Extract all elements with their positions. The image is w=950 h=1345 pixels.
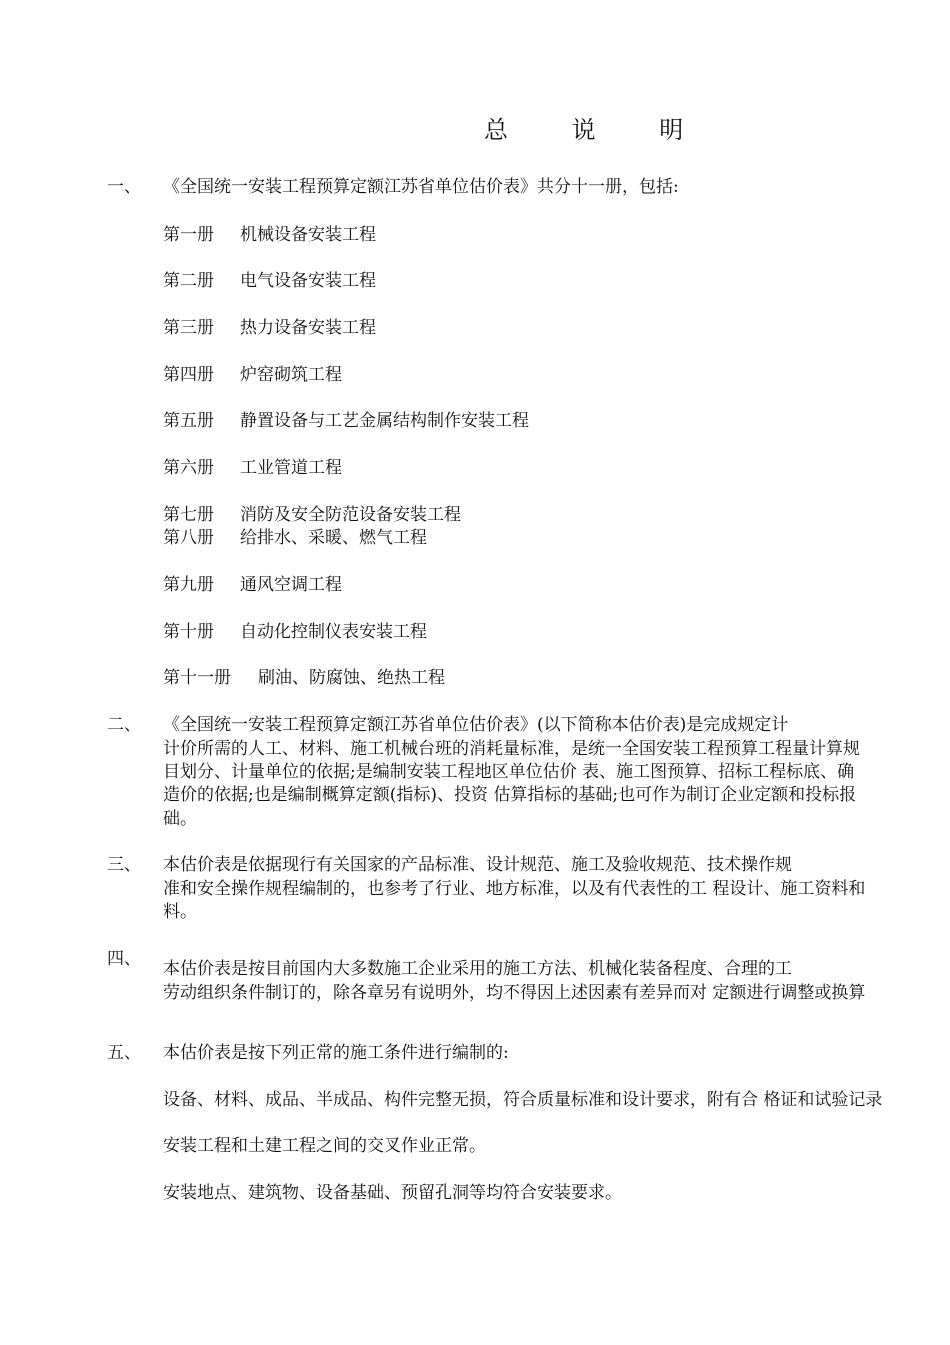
section-3-line-2: 准和安全操作规程编制的，也参考了行业、地方标准，以及有代表性的工 程设计、施工资料和 (163, 879, 866, 899)
section-1-number: 一、 (107, 177, 141, 197)
page-title: 总 说 明 (484, 116, 712, 144)
book-1-number: 第一册 (163, 225, 214, 245)
book-2-name: 电气设备安装工程 (240, 271, 376, 291)
book-6-number: 第六册 (163, 458, 214, 478)
book-5-name: 静置设备与工艺金属结构制作安装工程 (240, 411, 529, 431)
section-2-line-3: 目划分、计量单位的依据;是编制安装工程地区单位估价 表、施工图预算、招标工程标底、确 (163, 762, 855, 782)
section-3-line-1: 本估价表是依据现行有关国家的产品标准、设计规范、施工及验收规范、技术操作规 (163, 855, 792, 875)
book-3-number: 第三册 (163, 318, 214, 338)
section-3-line-3: 料。 (163, 902, 197, 922)
book-4-number: 第四册 (163, 365, 214, 385)
section-5-number: 五、 (107, 1043, 141, 1063)
book-9-number: 第九册 (163, 575, 214, 595)
book-2-number: 第二册 (163, 271, 214, 291)
section-2-line-5: 础。 (163, 809, 197, 829)
section-4-number: 四、 (107, 949, 141, 969)
book-3-name: 热力设备安装工程 (240, 318, 376, 338)
book-5-number: 第五册 (163, 411, 214, 431)
book-11-name: 刷油、防腐蚀、绝热工程 (258, 668, 445, 688)
book-7-number: 第七册 (163, 505, 214, 525)
section-5-item-3: 安装地点、建筑物、设备基础、预留孔洞等均符合安装要求。 (163, 1183, 622, 1203)
section-5-item-2: 安装工程和土建工程之间的交叉作业正常。 (163, 1136, 486, 1156)
book-8-number: 第八册 (163, 528, 214, 548)
section-2-line-1: 《全国统一安装工程预算定额江苏省单位估价表》(以下简称本估价表)是完成规定计 (163, 715, 789, 735)
book-7-name: 消防及安全防范设备安装工程 (240, 505, 461, 525)
book-11-number: 第十一册 (163, 668, 231, 688)
section-2-line-2: 计价所需的人工、材料、施工机械台班的消耗量标准，是统一全国安装工程预算工程量计算规 (163, 739, 860, 759)
book-4-name: 炉窑砌筑工程 (240, 365, 342, 385)
section-2-number: 二、 (107, 715, 141, 735)
section-4-line-1: 本估价表是按目前国内大多数施工企业采用的施工方法、机械化装备程度、合理的工 (163, 959, 792, 979)
book-6-name: 工业管道工程 (240, 458, 342, 478)
section-5-intro: 本估价表是按下列正常的施工条件进行编制的: (163, 1043, 509, 1063)
section-5-item-1: 设备、材料、成品、半成品、构件完整无损，符合质量标准和设计要求，附有合 格证和试验记录 (163, 1090, 883, 1110)
section-3-number: 三、 (107, 855, 141, 875)
section-1-intro: 《全国统一安装工程预算定额江苏省单位估价表》共分十一册，包括: (163, 177, 679, 197)
section-4-line-2: 劳动组织条件制订的，除各章另有说明外，均不得因上述因素有差异而对 定额进行调整或换算 (163, 983, 866, 1003)
book-10-name: 自动化控制仪表安装工程 (240, 622, 427, 642)
book-10-number: 第十册 (163, 622, 214, 642)
book-1-name: 机械设备安装工程 (240, 225, 376, 245)
section-2-line-4: 造价的依据;也是编制概算定额(指标)、投资 估算指标的基础;也可作为制订企业定额和投标报 (163, 785, 857, 805)
book-8-name: 给排水、采暖、燃气工程 (240, 528, 427, 548)
book-9-name: 通风空调工程 (240, 575, 342, 595)
